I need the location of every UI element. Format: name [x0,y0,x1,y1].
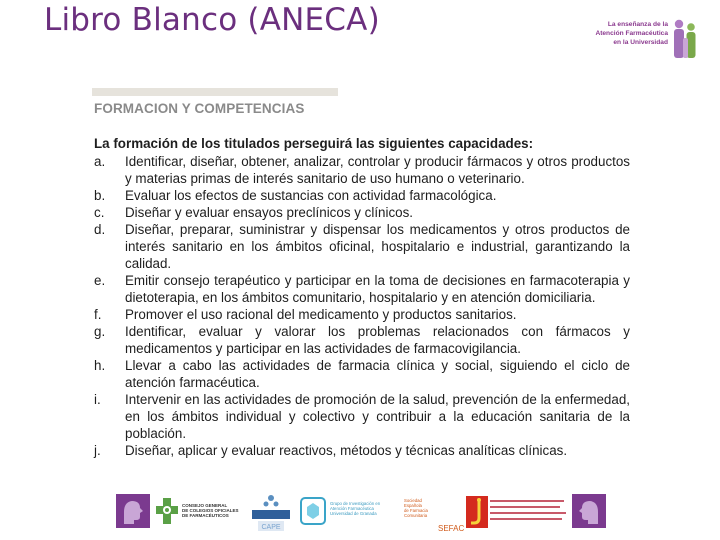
brand-line: en la Universidad [613,39,668,46]
capability-item [94,221,630,272]
grupo-logo-text [330,501,380,516]
capability-item [94,153,630,187]
sefac-line: Española [404,503,422,508]
consejo-logo-text [182,503,239,518]
item-text: Promover el uso racional del medicamento y productos sanitarios. [125,307,517,322]
brand-text [588,20,668,47]
capability-item [94,204,630,221]
grupo-line: Universidad de Granada [330,511,377,516]
document-heading: FORMACION Y COMPETENCIAS [94,101,305,116]
heading-bar [92,88,338,96]
capability-item [94,306,630,323]
brand-line: Atención Farmacéutica [595,30,668,37]
item-letter: d. [94,222,106,237]
brand-line: La enseñanza de la [607,21,668,28]
course-brand-logo [588,18,700,60]
item-letter: h. [94,358,106,373]
item-text: Identificar, evaluar y valorar los problemas relacionados con fármacos y medicamentos y participar en las actividades de farmacovigilancia. [125,324,630,356]
item-text: Intervenir en las actividades de promoción de la salud, prevención de la enfermedad, en los ámbitos individual y colectivo y contribuir a la educación sanitaria de la población. [125,392,630,441]
item-text: Diseñar, preparar, suministrar y dispensar los medicamentos y otros productos de interés sanitario en los ámbitos oficinal, hospitalario e industrial, garantizando la calidad. [125,222,630,271]
consejo-line: CONSEJO GENERAL [182,503,228,508]
item-text: Evaluar los efectos de sustancias con actividad farmacológica. [125,188,497,203]
item-text: Diseñar, aplicar y evaluar reactivos, métodos y técnicas analíticas clínicas. [125,443,568,458]
document-intro: La formación de los titulados perseguirá las siguientes capacidades: [94,136,534,151]
item-letter: c. [94,205,105,220]
pharmaceutical-care-logo [250,494,292,534]
purple-profile-logo [572,494,606,528]
grupo-line: Grupo de Investigación en [330,501,381,506]
item-letter: j. [94,443,101,458]
capability-item [94,391,630,442]
grupo-line: Atención Farmacéutica [330,506,374,511]
footer-logos [116,494,606,534]
purple-profile-logo [116,494,150,528]
item-letter: e. [94,273,106,288]
capability-item [94,442,630,459]
item-letter: i. [94,392,101,407]
sefac-logo-text [404,498,428,518]
item-letter: g. [94,324,106,339]
consejo-line: DE FARMACÉUTICOS [182,513,229,518]
item-letter: f. [94,307,102,322]
item-text: Emitir consejo terapéutico y participar en la toma de decisiones en farmacoterapia y dietoterapia, en los ámbitos comunitario, hospitalario y en atención domiciliaria. [125,273,630,305]
item-text: Diseñar y evaluar ensayos preclínicos y clínicos. [125,205,414,220]
sefac-line: Sociedad [404,498,422,503]
sefac-label: SEFAC [438,524,465,533]
capability-item [94,272,630,306]
consejo-cross-icon [156,498,178,524]
capability-item [94,187,630,204]
sefac-logo [404,498,465,533]
institution-text-lines [490,498,568,524]
item-text: Identificar, diseñar, obtener, analizar, controlar y producir fármacos y otros productos y materias primas de interés sanitario de uso humano o veterinario. [125,154,630,186]
item-text: Llevar a cabo las actividades de farmacia clínica y social, siguiendo el ciclo de atención farmacéutica. [125,358,630,390]
capability-item [94,323,630,357]
slide-title: Libro Blanco (ANECA) [44,2,380,38]
sefac-line: de Farmacia [404,508,428,513]
grupo-investigacion-icon [300,497,326,525]
svg-text:CAPE: CAPE [261,524,281,531]
item-letter: a. [94,154,106,169]
red-emblem-logo [466,496,488,528]
consejo-line: DE COLEGIOS OFICIALES [182,508,239,513]
people-figures-icon [670,18,700,60]
capability-item [94,357,630,391]
sefac-line: Comunitaria [404,513,428,518]
capabilities-list [94,153,630,459]
item-letter: b. [94,188,106,203]
